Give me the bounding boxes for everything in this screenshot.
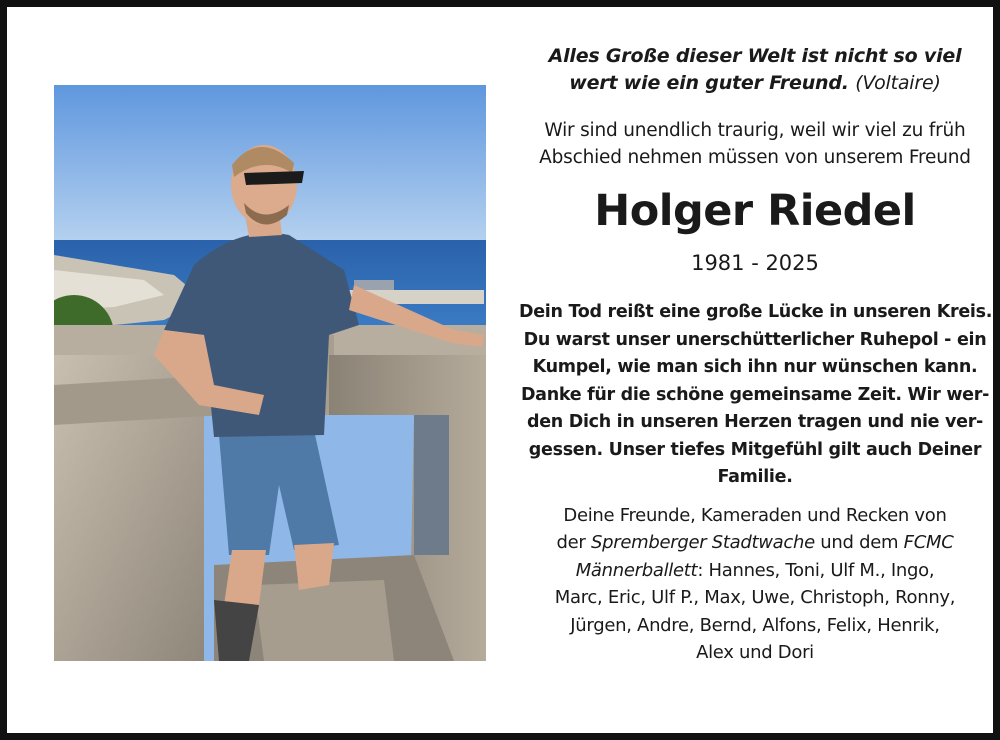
signature-line-2 [519, 529, 991, 557]
message-line: Familie. [717, 467, 793, 487]
quote-line-2: wert wie ein guter Freund. [569, 72, 849, 94]
signature-line-4: Marc, Eric, Ulf P., Max, Uwe, Christoph, Ronny, [554, 587, 956, 608]
signature-text: : Hannes, Toni, Ulf M., Ingo, [697, 559, 935, 581]
message-line: gessen. Unser tiefes Mitgefühl gilt auch Deiner [528, 439, 982, 460]
quote-author: (Voltaire) [855, 72, 941, 94]
message-line: Dein Tod reißt eine große Lücke in unseren Kreis. [519, 302, 993, 322]
organization-name: FCMC [903, 532, 954, 553]
signature-line-1: Deine Freunde, Kameraden und Recken von [563, 504, 947, 526]
text-column [519, 43, 991, 667]
signature-text: der [556, 532, 591, 553]
condolence-message [519, 299, 991, 492]
message-line: Du warst unser unerschütterlicher Ruhepol - ein [523, 329, 987, 350]
organization-name: Männerballett [575, 559, 698, 581]
photo-illustration [54, 85, 486, 661]
message-line: Kumpel, wie man sich ihn nur wünschen kann. [532, 357, 978, 377]
organization-name: Spremberger Stadtwache [590, 532, 815, 553]
signature-text: und dem [814, 532, 904, 553]
life-dates: 1981 - 2025 [691, 251, 819, 275]
memorial-photo [54, 85, 486, 661]
signature-line-5: Jürgen, Andre, Bernd, Alfons, Felix, Henrik, [570, 614, 940, 636]
intro-line-1: Wir sind unendlich traurig, weil wir viel zu früh [544, 120, 966, 141]
intro-line-2: Abschied nehmen müssen von unserem Freund [539, 147, 971, 168]
message-line: Danke für die schöne gemeinsame Zeit. Wir wer- [520, 384, 990, 405]
quote [519, 43, 991, 97]
deceased-name: Holger Riedel [594, 186, 916, 236]
signatories [519, 502, 991, 667]
intro-text [519, 117, 991, 171]
quote-line-1: Alles Große dieser Welt ist nicht so viel [548, 45, 962, 67]
signature-line-3 [519, 557, 991, 585]
signature-line-6: Alex und Dori [696, 642, 814, 663]
message-line: den Dich in unseren Herzen tragen und nie ver- [526, 412, 984, 432]
